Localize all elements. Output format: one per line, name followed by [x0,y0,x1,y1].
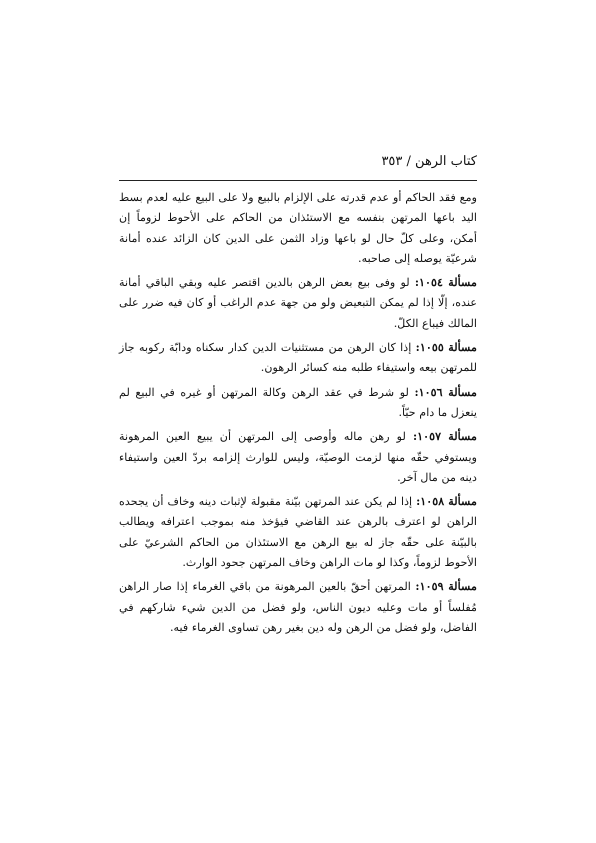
issue-number: ١٠٥٨: [416,494,445,509]
issue-label: مسألة [448,494,477,509]
issue-number: ١٠٥٤: [414,275,444,290]
paragraph-text: ومع فقد الحاكم أو عدم قدرته على الإلزام بالبيع ولا على البيع عليه لعدم بسط اليد باعها المرتهن بنفسه مع الاستئذان من الحاكم على الأحوط لزوماً إن أمكن، وعلى كلّ حال لو باعها وزاد الثمن على الدين كان الزائد عنده أمانة شرعيّة يوصله إلى صاحبه. [119,191,477,265]
issue-number: ١٠٥٦: [414,384,443,399]
issue-number: ١٠٥٩: [415,579,444,594]
issue-1058 [119,491,477,573]
issue-label: مسألة [448,384,477,399]
issue-text: إذا كان الرهن من مستثنيات الدين كدار سكناه ودابّة ركوبه جاز للمرتهن بيعه واستيفاء طلبه منه كسائر الرهون. [119,341,477,375]
issue-1055 [119,337,477,379]
issue-text: لو وفى بيع بعض الرهن بالدين اقتصر عليه وبقي الباقي أمانة عنده، إلّا إذا لم يمكن التبعيض ولو من جهة عدم الراغب أو كان فيه ضرر على المالك فيباع الكلّ. [119,276,477,330]
issue-1054 [119,272,477,334]
issue-1056 [119,382,477,424]
issue-label: مسألة [448,429,477,444]
page-header [119,152,477,174]
issue-number: ١٠٥٥: [415,340,444,355]
issue-1059 [119,576,477,638]
header-divider [119,180,477,181]
issue-1057 [119,426,477,488]
issue-text: لو شرط في عقد الرهن وكالة المرتهن أو غيره في البيع لم ينعزل ما دام حيّاً. [119,385,477,419]
issue-label: مسألة [448,579,477,594]
issue-label: مسألة [448,275,477,290]
issue-number: ١٠٥٧: [412,429,442,444]
issue-text: لو رهن ماله وأوصى إلى المرتهن أن يبيع العين المرهونة ويستوفي حقّه منها لزمت الوصيّة، وليس للوارث إلزامه بردّ العين واستيفاء دينه من مال آخر. [119,430,477,484]
issue-text: إذا لم يكن عند المرتهن بيّنة مقبولة لإثبات دينه وخاف أن يجحده الراهن لو اعترف بالرهن عند القاضي فيؤخذ منه بموجب اعترافه ويطالب بالبيّنة على حقّه جاز له بيع الرهن مع الاستئذان من الحاكم الشرعيّ على الأحوط لزوماً، وكذا لو مات الراهن وخاف المرتهن جحود الوارث. [119,495,477,570]
running-head: كتاب الرهن / ٣٥٣ [381,154,477,169]
paragraph [119,188,477,269]
issue-label: مسألة [448,340,477,355]
page-body [119,188,477,641]
issue-text: المرتهن أحقّ بالعين المرهونة من باقي الغرماء إذا صار الراهن مُفلساً أو مات وعليه ديون الناس، ولو فضل من الدين شيء شاركهم في الفاضل، ولو فضل من الرهن وله دين بغير رهن تساوى الغرماء فيه. [119,580,477,634]
